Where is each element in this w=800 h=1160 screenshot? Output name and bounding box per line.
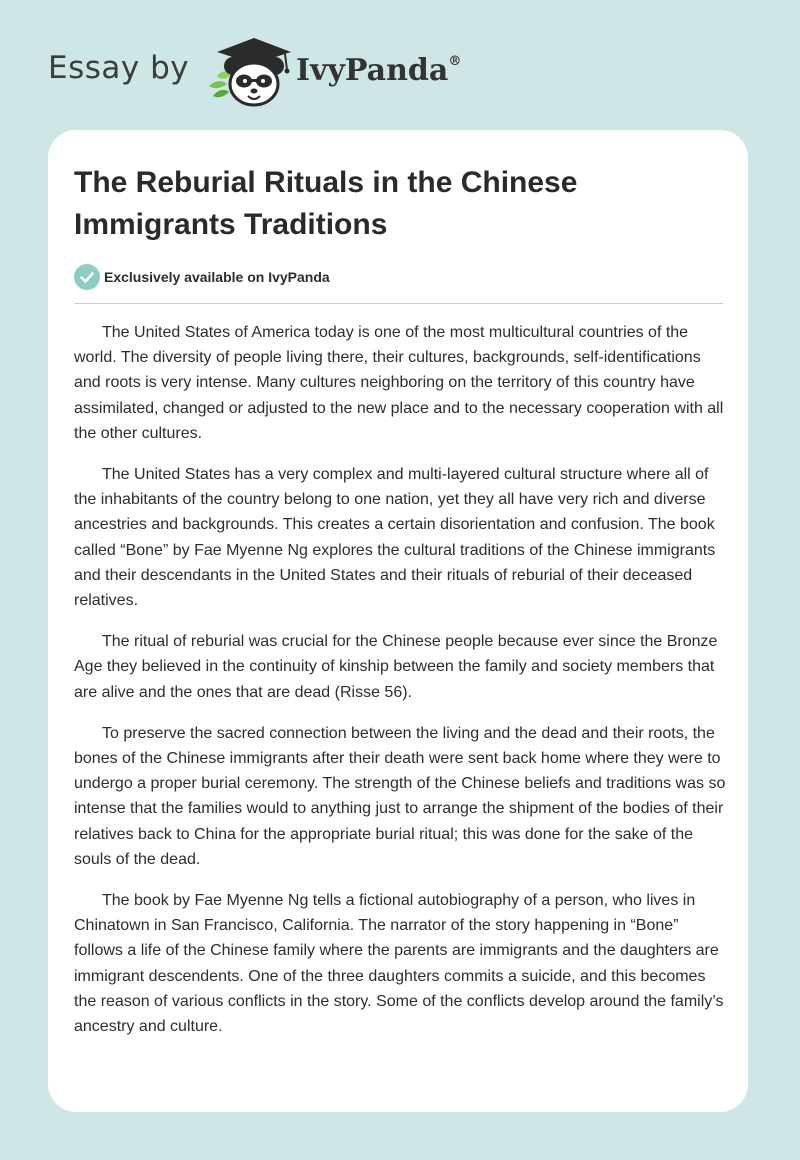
paragraph: The United States of America today is one of the most multicultural countries of the world. The diversity of people living there, their cultures, backgrounds, self-identifications and roots is very intense. Many cultures neighboring on the territory of this country have assimilated, changed or adjusted to the new place and to the necessary cooperation with all the other cultures. <box>74 324 724 442</box>
essay-body <box>74 320 726 1055</box>
page-title: The Reburial Rituals in the Chinese Immigrants Traditions <box>74 166 578 241</box>
paragraph: The United States has a very complex and multi-layered cultural structure where all of the inhabitants of the country belong to one nation, yet they all have very rich and diverse ancestries and backgrounds. This creates a certain disorientation and confusion. The book called “Bone” by Fae Myenne Ng explores the cultural traditions of the Chinese immigrants and their descendants in the United States and their rituals of reburial of their deceased relatives. <box>74 466 716 610</box>
paragraph: To preserve the sacred connection between the living and the dead and their roots, the bones of the Chinese immigrants after their death were sent back home where they were to undergo a proper burial ceremony. The strength of the Chinese beliefs and traditions was so intense that the families would to anything just to arrange the shipment of the bodies of their relatives back to China for the appropriate burial ritual; this was done for the sake of the souls of the dead. <box>74 724 726 868</box>
brand-name-text: IvyPanda <box>296 53 449 88</box>
registered-mark: ® <box>448 54 462 69</box>
site-header <box>48 36 508 108</box>
panda-graduate-icon[interactable] <box>203 36 293 108</box>
divider <box>74 303 723 304</box>
paragraph: The ritual of reburial was crucial for the Chinese people because ever since the Bronze Age they believed in the continuity of kinship between the family and society members that are alive and the ones that are dead (Risse 56). <box>74 633 718 701</box>
check-circle-icon <box>74 264 100 290</box>
paragraph: The book by Fae Myenne Ng tells a fictional autobiography of a person, who lives in Chinatown in San Francisco, California. The narrator of the story happening in “Bone” follows a life of the Chinese family where the parents are immigrants and the daughters are immigrant descendents. One of the three daughters commits a suicide, and this becomes the reason of various conflicts in the story. Some of the conflicts develop around the family’s ancestry and culture. <box>74 892 724 1036</box>
essay-card <box>48 130 748 1112</box>
essay-by-label: Essay by <box>48 50 190 86</box>
brand-name[interactable] <box>296 53 461 88</box>
exclusive-badge-label: Exclusively available on IvyPanda <box>104 269 330 285</box>
exclusive-badge <box>74 264 330 290</box>
